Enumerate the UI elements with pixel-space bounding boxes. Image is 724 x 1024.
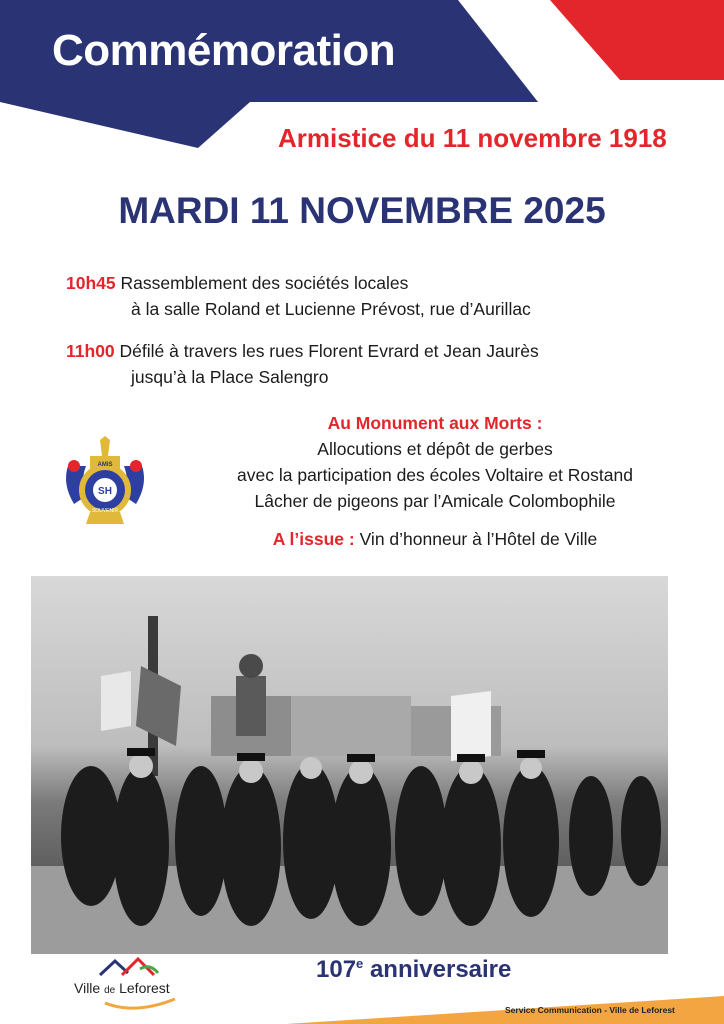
program-time: 10h45	[66, 273, 116, 293]
program-time: 11h00	[66, 341, 115, 361]
program-line: à la salle Roland et Lucienne Prévost, rue d’Aurillac	[131, 299, 531, 319]
program-line: Défilé à travers les rues Florent Evrard et Jean Jaurès	[119, 341, 539, 361]
program-line: jusqu’à la Place Salengro	[131, 367, 329, 387]
ville-de: de	[104, 985, 116, 996]
issue-label: A l’issue :	[272, 529, 355, 549]
monument-heading: Au Monument aux Morts :	[327, 413, 543, 433]
program-line: Rassemblement des sociétés locales	[120, 273, 409, 293]
program-item	[66, 338, 539, 390]
footer-credit: Service Communication - Ville de Leforest	[505, 1005, 675, 1015]
ville-prefix: Ville	[74, 980, 105, 996]
monument-line: Lâcher de pigeons par l’Amicale Colombophile	[254, 491, 616, 511]
ville-logo-text	[74, 980, 170, 996]
badge-ring-text: SOUVENIR	[91, 508, 119, 514]
program-item	[66, 270, 531, 322]
anniversary-label: anniversaire	[363, 956, 512, 983]
badge-initials: SH	[98, 486, 112, 497]
anniversary-suffix: e	[356, 956, 364, 971]
ville-name: Leforest	[115, 980, 170, 996]
issue-line	[170, 526, 700, 552]
subtitle: Armistice du 11 novembre 1918	[278, 123, 667, 153]
red-flag-shape	[550, 0, 724, 80]
historical-photo	[31, 576, 668, 954]
anniversary-number: 107	[316, 956, 357, 983]
badge-top-text: AMIS	[97, 462, 113, 468]
monument-line: avec la participation des écoles Voltaire et Rostand	[237, 465, 633, 485]
event-date: MARDI 11 NOVEMBRE 2025	[118, 190, 606, 231]
souvenir-badge-icon	[60, 436, 150, 528]
issue-text: Vin d’honneur à l’Hôtel de Ville	[354, 529, 598, 549]
banner-title: Commémoration	[52, 26, 396, 75]
monument-block	[170, 410, 700, 552]
monument-line: Allocutions et dépôt de gerbes	[317, 439, 553, 459]
anniversary-text	[316, 956, 511, 984]
